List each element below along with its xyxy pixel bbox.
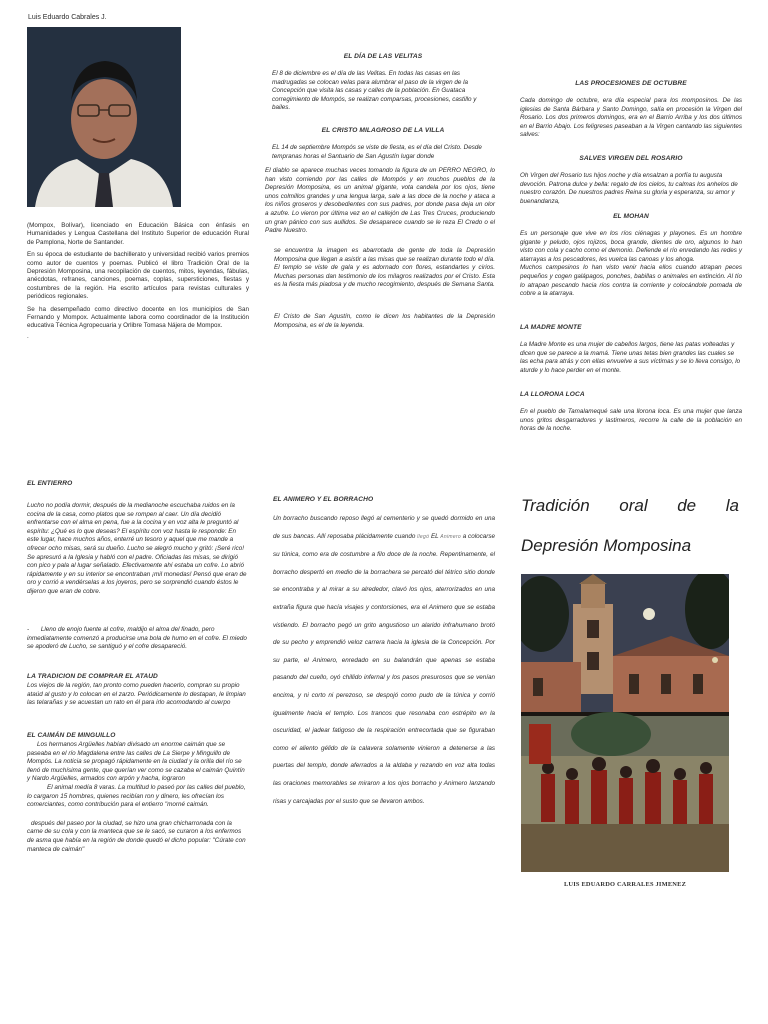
bio-paragraph: En su época de estudiante de bachillerato y universidad recibió varios premios como autor de cuentos y poemas. Publicó el libro Tradición Oral de la Depresión Momposina, una recopilación de cuentos, mitos, leyendas, fábulas, anécdotas, refranes, canciones, poemas, coplas, supersticiones, fiestas y costumbres de la región. Ha escrito artículos para revistas culturales y periódicos regionales.: [27, 251, 249, 301]
section-title-mohan: EL MOHAN: [613, 213, 649, 220]
section-text-diablo: El diablo se aparece muchas veces tomando la figura de un PERRO NEGRO, lo han visto corriendo por las calles de Mompós y en muchos pueblos de la Depresión Momposina, es un animal gigante, vota candela por los ojos, tiene unos colmillos grandes y una lengua larga, sale a las doce de la noche y ataca a los niños groseros y desobedientes con sus padres, por donde pasa deja un olor a azufre. Lo vieron por última vez en el callejón de Las Tres Cruces, produciendo un gran pánico con sus aullidos. Se desaparece cuando se le reza El Credo o el Padre Nuestro.: [265, 167, 495, 235]
cover-photo: [521, 574, 729, 872]
entierro-bullet: -: [27, 626, 30, 633]
section-title-llorona: LA LLORONA LOCA: [520, 391, 585, 398]
section-text-entierro-2: [27, 626, 249, 652]
section-text-salves: Oh Virgen del Rosario tus hijos noche y día ensalzan a porfía tu augusta devoción. Patrona dulce y bella: regalo de los cielos, tu calmas los anhelos de nuestro corazón. De nuestros padres Reina su gloria y esperanza, su amor y buenandanza,: [520, 172, 738, 205]
caiman-paragraph: después del paseo por la ciudad, se hizo una gran chicharronada con la carne de su cola y con la manteca que se le sacó, se curaron a los enfermos de asma que había en la región de donde quedó el dicho popular: "Cúrate con manteca de caimán": [27, 819, 246, 853]
cover-collage-image: [521, 574, 729, 872]
animero-smallcaps-2: Animero: [440, 533, 462, 540]
section-text-caiman: [27, 741, 249, 854]
bio-paragraph: (Mompox, Bolívar), licenciado en Educación Básica con énfasis en Humanidades y Lengua Castellana del Instituto Superior de educación Rural de Pamplona, Norte de Santander.: [27, 222, 249, 246]
section-text-cristo-2: se encuentra la imagen es abarrotada de gente de toda la Depresión Momposina que llegan a asistir a las misas que se realizan durante todo el día. El templo se viste de gala y es adornado con flores, estandartes y cirios. Muchas personas dan testimonio de los milagros realizados por el Cristo. Esta es la fiesta más piadosa y de mucho recogimiento, después de Semana Santa.: [274, 247, 495, 289]
section-title-madre-monte: LA MADRE MONTE: [520, 324, 582, 331]
section-text-procesiones: Cada domingo de octubre, era día especial para los momposinos. De las iglesias de Santa Bárbara y Santo Domingo, salía en procesión la Virgen del Rosario. Los dos primeros domingos, era en el Barrio Arriba y los dos últimos en el Barrio Abajo. Los feligreses paseaban a la Virgen cantando las siguientes salves:: [520, 97, 742, 139]
mohan-paragraph: Es un personaje que vive en los ríos ciénagas y playones. Es un hombre gigante y peludo, ojos rojizos, boca grande, dientes de oro, algunos lo han visto con cola y cacho como el demonio. Defiende el río enredando las redes y atarrayas a los pescadores, les vuelca las canoas y los ahoga.: [520, 230, 742, 263]
animero-text-rest: a colocarse su túnica, como era de costumbre a filo doce de la noche. Repentinamente, el borracho despertó en medio de la borrachera se percató del tétrico sitio donde se encontraba y al mirar a su alrededor, clavó los ojos, aterrorizados en una extraña figura que hacía visajes y contorsiones, era el Animero que se estaba vistiendo. El borracho pegó un grito angustioso un alarido infrahumano brotó de su pecho y emprendió veloz carrera hacia la iglesia de la Concepción. Por su parte, el Animero, enredado en su balandrán que apenas se estaba pasando del cuello, oyó chillido infernal y los pasos presurosos que se venían encima, y ni corto ni perezoso, se despojó como pudo de la túnica y corrió igualmente hacia el templo. Los trancos que resonaba con estrépito en la oscuridad, el jadear fatigoso de la respiración entrecortada que se figuraban como el aliento gélido de la calavera solamente vinieron a detenerse a las puertas del templo, donde aferrados a la aldaba y rezando en voz alta todas las oraciones memorables se miraron a los ojos borracho y Animero lanzando risas y carcajadas por el susto que se llevaron ambos.: [273, 532, 495, 805]
author-photo: [27, 27, 181, 207]
animero-smallcaps: llegó: [417, 533, 430, 540]
section-title-salves: SALVES VIRGEN DEL ROSARIO: [579, 155, 683, 162]
entierro-paragraph: Lleno de enojo fuente al cofre, maldijo el alma del finado, pero inmediatamente comenzó a producirse una bola de humo en el cofre. El miedo se apoderó de Lucho, se santiguó y el cofre desapareció.: [27, 626, 247, 651]
caiman-paragraph: El animal medía 8 varas. La multitud lo paseó por las calles del pueblo, lo cargaron 15 hombres, quienes recibían ron y dinero, les ofrecían los comerciantes, como contribución para el entierro "morné caimán.: [27, 783, 246, 809]
section-title-caiman: EL CAIMÁN DE MINGUILLO: [27, 732, 116, 739]
section-text-cristo-1: EL 14 de septiembre Mompós se viste de fiesta, es el día del Cristo. Desde tempranas horas el Santuario de San Agustín lugar donde: [272, 144, 482, 160]
section-text-ataud: Los viejos de la región, tan pronto como pueden hacerlo, compran su propio ataúd al gusto y lo colocan en el zarzo. Periódicamente lo destapan, le limpian las telarañas y se acuestan un rato en él para irlo acomodando al cuerpo: [27, 682, 246, 707]
caiman-paragraph: Los hermanos Argüelles habían divisado un enorme caimán que se paseaba en el río Magdalena entre las calles de La Sierpe y Minguillo de Mompós. La noticia se propagó rápidamente en la ciudad y la orilla del río se llenó de muchísima gente, que querían ver como se cazaba el caimán Quintín y Nardo Argüelles, armados con arpón y hacha, lograron: [27, 741, 245, 783]
cover-title-line-1: Tradición oral de la: [521, 496, 739, 515]
cover-credit: LUIS EDUARDO CARRALES JIMENEZ: [563, 881, 687, 888]
section-text-cristo-3: El Cristo de San Agustín, como le dicen los habitantes de la Depresión Momposina, es el de la leyenda.: [274, 313, 495, 329]
animero-text-start: Un borracho buscando reposo llegó al cementerio y se quedó dormido en una de sus bancas. Allí reposaba plácidamente cuando: [273, 515, 495, 540]
author-header: Luis Eduardo Cabrales J.: [28, 14, 107, 21]
section-text-llorona: En el pueblo de Tamalamequé sale una llorona loca. Es una mujer que lanza unos gritos desgarradores y lastimeros, recorre la calle de la población en horas de la noche.: [520, 408, 742, 433]
section-title-procesiones: LAS PROCESIONES DE OCTUBRE: [575, 80, 687, 87]
bio-paragraph: Se ha desempeñado como directivo docente en los municipios de San Fernando y Mompox. Actualmente labora como coordinador de la Institución educativa Técnica Agropecuaria y Orlibre Tomasa Nájera de Mompox.: [27, 305, 249, 330]
section-text-animero: [273, 510, 495, 810]
cover-title-line-2: Depresión Momposina: [521, 536, 692, 555]
section-text-entierro-1: Lucho no podía dormir, después de la medianoche escuchaba ruidos en la cocina de la casa, como platos que se rompen al caer. Un día decidió enfrentarse con el alma en pena, fue a la cocina y en voz alta le preguntó al espíritu: ¿Qué es lo que deseas? El espíritu con voz hasta le responde: En este lugar, hace muchos años, enterré un tesoro y aquel que me mande a ofrecer ocho misas, será su dueño. Lucho se alegró mucho y gritó: ¡Seré rico! Se apresuró a la Iglesia y habló con el padre. Oficiadas las misas, se dirigió con pico y pala al lugar señalado. Efectivamente ahí estaba un cofre. Lo abrió rápidamente y en su interior se encontraban ¡mil monedas! Pensó que eran de oro y corrió a vendérselas a los joyeros, pero se sorprendió cuando éstos le dijeron que eran de cobre.: [27, 502, 247, 595]
section-text-velitas: El 8 de diciembre es el día de las Velitas. En todas las casas en las madrugadas se colocan velas para alumbrar el paso de la virgen de la Concepción que visita las casas y calles de la población. En Guataca corregimiento de Mompós, se realizan comparsas, procesiones, castillo y bailes.: [272, 70, 477, 112]
author-bio: [27, 222, 249, 341]
animero-el: EL: [430, 532, 439, 540]
mohan-paragraph: Muchos campesinos lo han visto venir hacia ellos cuando atrapan peces pequeños y cogen galápagos, ponches, babillas o animales en extinción. Al tío lo atrapan pescando hacia ríos contra la corriente y colocándole pomada de cobre a la atarraya.: [520, 264, 742, 298]
section-title-ataud: LA TRADICION DE COMPRAR EL ATAUD: [27, 673, 158, 680]
section-title-animero: EL ANIMERO Y EL BORRACHO: [273, 496, 374, 503]
bio-paragraph: .: [27, 332, 29, 340]
section-title-entierro: EL ENTIERRO: [27, 480, 73, 487]
section-title-cristo: EL CRISTO MILAGROSO DE LA VILLA: [321, 127, 445, 134]
section-title-velitas: EL DÍA DE LAS VELITAS: [343, 53, 423, 60]
section-text-mohan: [520, 230, 742, 299]
author-portrait-image: [27, 27, 181, 207]
section-text-madre-monte: La Madre Monte es una mujer de cabellos largos, tiene las patas volteadas y dicen que se parece a la mamá. Tiene unas tetas bien grandes las cuales se las echa para atrás y con ellas envuelve a sus víctimas y se lo lleva consigo, lo aturde y lo hace perder en el monte.: [520, 341, 741, 374]
